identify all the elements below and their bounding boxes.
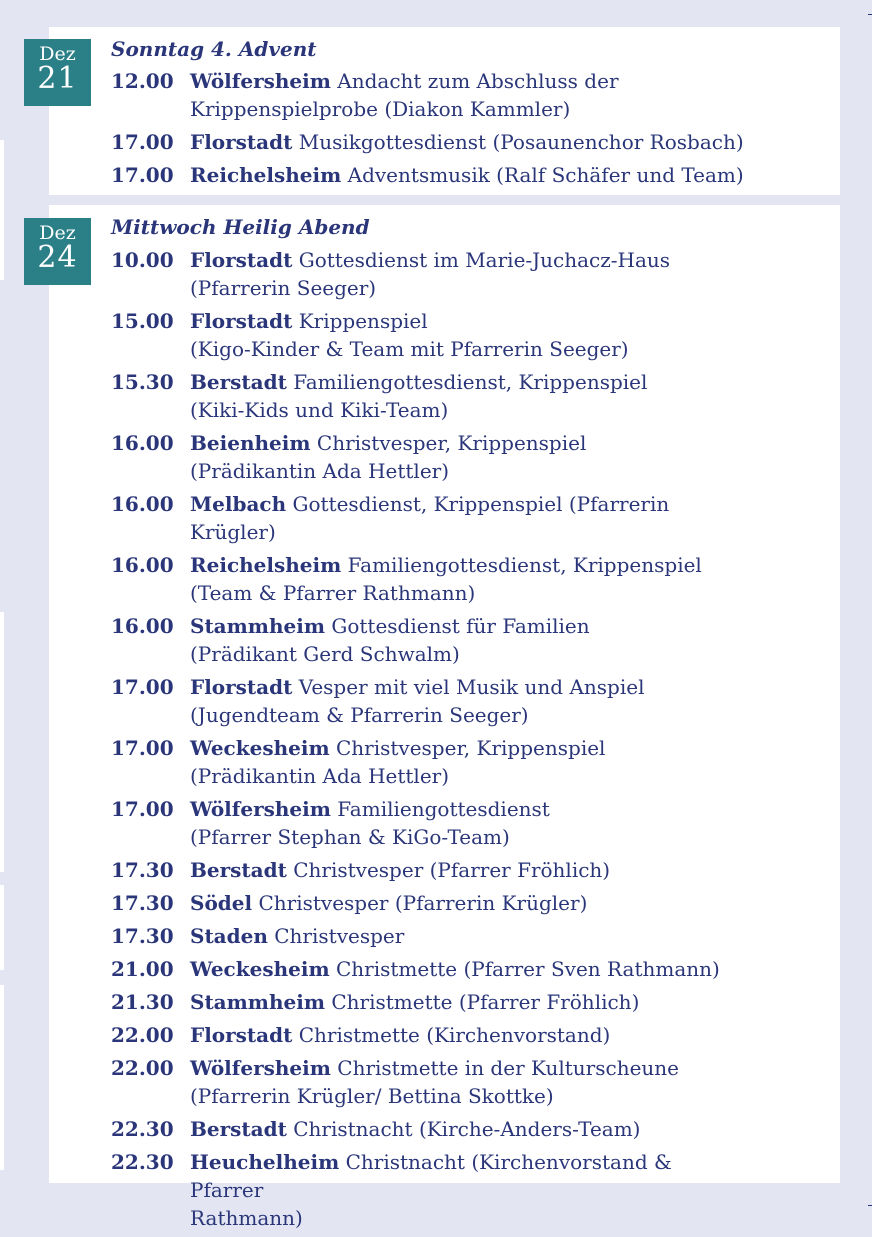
badge-day: 21 [37, 61, 78, 96]
event-item [111, 551, 751, 607]
event-time: 16.00 [111, 431, 174, 455]
event-description-cont: (Pfarrerin Krügler/ Bettina Skottke) [190, 1084, 554, 1108]
event-description: Musikgottesdienst (Posaunenchor Rosbach) [298, 130, 744, 154]
event-time: 16.00 [111, 553, 174, 577]
event-place: Stammheim [190, 990, 325, 1014]
event-description: Christmette (Kirchenvorstand) [298, 1023, 611, 1047]
event-place: Florstadt [190, 130, 293, 154]
event-item [111, 490, 751, 546]
event-item [111, 856, 751, 884]
event-description: Christvesper, Krippenspiel [316, 431, 587, 455]
event-item [111, 246, 751, 302]
event-place: Florstadt [190, 248, 293, 272]
event-description: Andacht zum Abschluss der [337, 69, 619, 93]
edge-tick [868, 1205, 872, 1206]
event-item [111, 795, 751, 851]
event-place: Berstadt [190, 1117, 287, 1141]
event-item [111, 368, 751, 424]
event-description: Christvesper [274, 924, 405, 948]
event-description: Familiengottesdienst, Krippenspiel [293, 370, 648, 394]
event-place: Wölfersheim [190, 69, 331, 93]
event-place: Weckesheim [190, 736, 330, 760]
event-item [111, 673, 751, 729]
event-item [111, 67, 751, 123]
event-description: Christvesper (Pfarrerin Krügler) [258, 891, 588, 915]
event-time: 17.30 [111, 891, 174, 915]
event-time: 22.30 [111, 1150, 174, 1174]
event-time: 17.00 [111, 736, 174, 760]
event-time: 12.00 [111, 69, 174, 93]
event-time: 10.00 [111, 248, 174, 272]
event-time: 16.00 [111, 492, 174, 516]
event-description: Krippenspiel [298, 309, 428, 333]
event-description-cont: Rathmann) [190, 1206, 303, 1230]
event-place: Beienheim [190, 431, 311, 455]
event-list [111, 246, 751, 1237]
badge-day: 24 [37, 240, 78, 275]
badge-month: Dez [39, 43, 76, 65]
event-place: Stammheim [190, 614, 325, 638]
event-time: 16.00 [111, 614, 174, 638]
event-description: Adventsmusik (Ralf Schäfer und Team) [347, 163, 744, 187]
event-item [111, 922, 751, 950]
event-description-cont: (Pfarrerin Seeger) [190, 276, 377, 300]
event-item [111, 1115, 751, 1143]
event-item [111, 307, 751, 363]
date-badge-24 [24, 218, 91, 285]
event-description-cont: (Kiki-Kids und Kiki-Team) [190, 398, 449, 422]
event-time: 22.30 [111, 1117, 174, 1141]
event-item [111, 1148, 751, 1232]
day-heading: Sonntag 4. Advent [111, 37, 317, 61]
event-place: Florstadt [190, 309, 293, 333]
event-description: Christmette (Pfarrer Fröhlich) [331, 990, 640, 1014]
event-description: Gottesdienst für Familien [331, 614, 590, 638]
event-place: Södel [190, 891, 253, 915]
event-item [111, 128, 751, 156]
event-description-cont: (Jugendteam & Pfarrerin Seeger) [190, 703, 529, 727]
event-description-cont: (Team & Pfarrer Rathmann) [190, 581, 476, 605]
event-place: Berstadt [190, 858, 287, 882]
event-time: 22.00 [111, 1023, 174, 1047]
event-item [111, 988, 751, 1016]
event-time: 17.00 [111, 675, 174, 699]
event-description-cont: (Kigo-Kinder & Team mit Pfarrerin Seeger) [190, 337, 629, 361]
event-time: 15.30 [111, 370, 174, 394]
event-place: Melbach [190, 492, 287, 516]
event-time: 21.30 [111, 990, 174, 1014]
event-place: Reichelsheim [190, 553, 342, 577]
event-time: 15.00 [111, 309, 174, 333]
event-time: 17.30 [111, 924, 174, 948]
event-time: 17.00 [111, 130, 174, 154]
event-place: Wölfersheim [190, 797, 331, 821]
event-description-cont: (Pfarrer Stephan & KiGo-Team) [190, 825, 510, 849]
event-item [111, 734, 751, 790]
event-description: Christnacht (Kirchenvorstand & Pfarrer [190, 1150, 672, 1202]
event-place: Weckesheim [190, 957, 330, 981]
edge-tick [868, 14, 872, 15]
event-place: Wölfersheim [190, 1056, 331, 1080]
date-badge-21 [24, 39, 91, 106]
event-description: Christnacht (Kirche-Anders-Team) [293, 1117, 641, 1141]
event-description-cont: Krippenspielprobe (Diakon Kammler) [190, 97, 571, 121]
event-time: 21.00 [111, 957, 174, 981]
event-item [111, 161, 751, 189]
event-item [111, 1021, 751, 1049]
event-description-cont: (Prädikantin Ada Hettler) [190, 764, 450, 788]
event-description: Gottesdienst im Marie-Juchacz-Haus [298, 248, 671, 272]
event-item [111, 889, 751, 917]
event-description-cont: (Prädikant Gerd Schwalm) [190, 642, 460, 666]
event-time: 17.00 [111, 163, 174, 187]
day-heading: Mittwoch Heilig Abend [111, 215, 370, 239]
event-place: Staden [190, 924, 268, 948]
event-description: Gottesdienst, Krippenspiel (Pfarrerin Krügler) [190, 492, 670, 544]
edge-strip [0, 612, 4, 872]
event-item [111, 429, 751, 485]
badge-month: Dez [39, 222, 76, 244]
event-time: 22.00 [111, 1056, 174, 1080]
event-list [111, 67, 751, 194]
edge-strip [0, 985, 4, 1170]
event-time: 17.30 [111, 858, 174, 882]
event-description: Familiengottesdienst [337, 797, 550, 821]
event-description: Christvesper (Pfarrer Fröhlich) [293, 858, 611, 882]
event-item [111, 955, 751, 983]
event-time: 17.00 [111, 797, 174, 821]
event-place: Florstadt [190, 1023, 293, 1047]
event-place: Heuchelheim [190, 1150, 340, 1174]
event-place: Reichelsheim [190, 163, 342, 187]
event-item [111, 612, 751, 668]
event-description: Christvesper, Krippenspiel [335, 736, 606, 760]
event-description: Christmette in der Kulturscheune [337, 1056, 680, 1080]
edge-strip [0, 885, 4, 970]
event-item [111, 1054, 751, 1110]
event-place: Berstadt [190, 370, 287, 394]
event-description: Vesper mit viel Musik und Anspiel [298, 675, 645, 699]
event-description: Christmette (Pfarrer Sven Rathmann) [335, 957, 720, 981]
edge-strip [0, 140, 4, 280]
event-place: Florstadt [190, 675, 293, 699]
event-description: Familiengottesdienst, Krippenspiel [347, 553, 702, 577]
event-description-cont: (Prädikantin Ada Hettler) [190, 459, 450, 483]
